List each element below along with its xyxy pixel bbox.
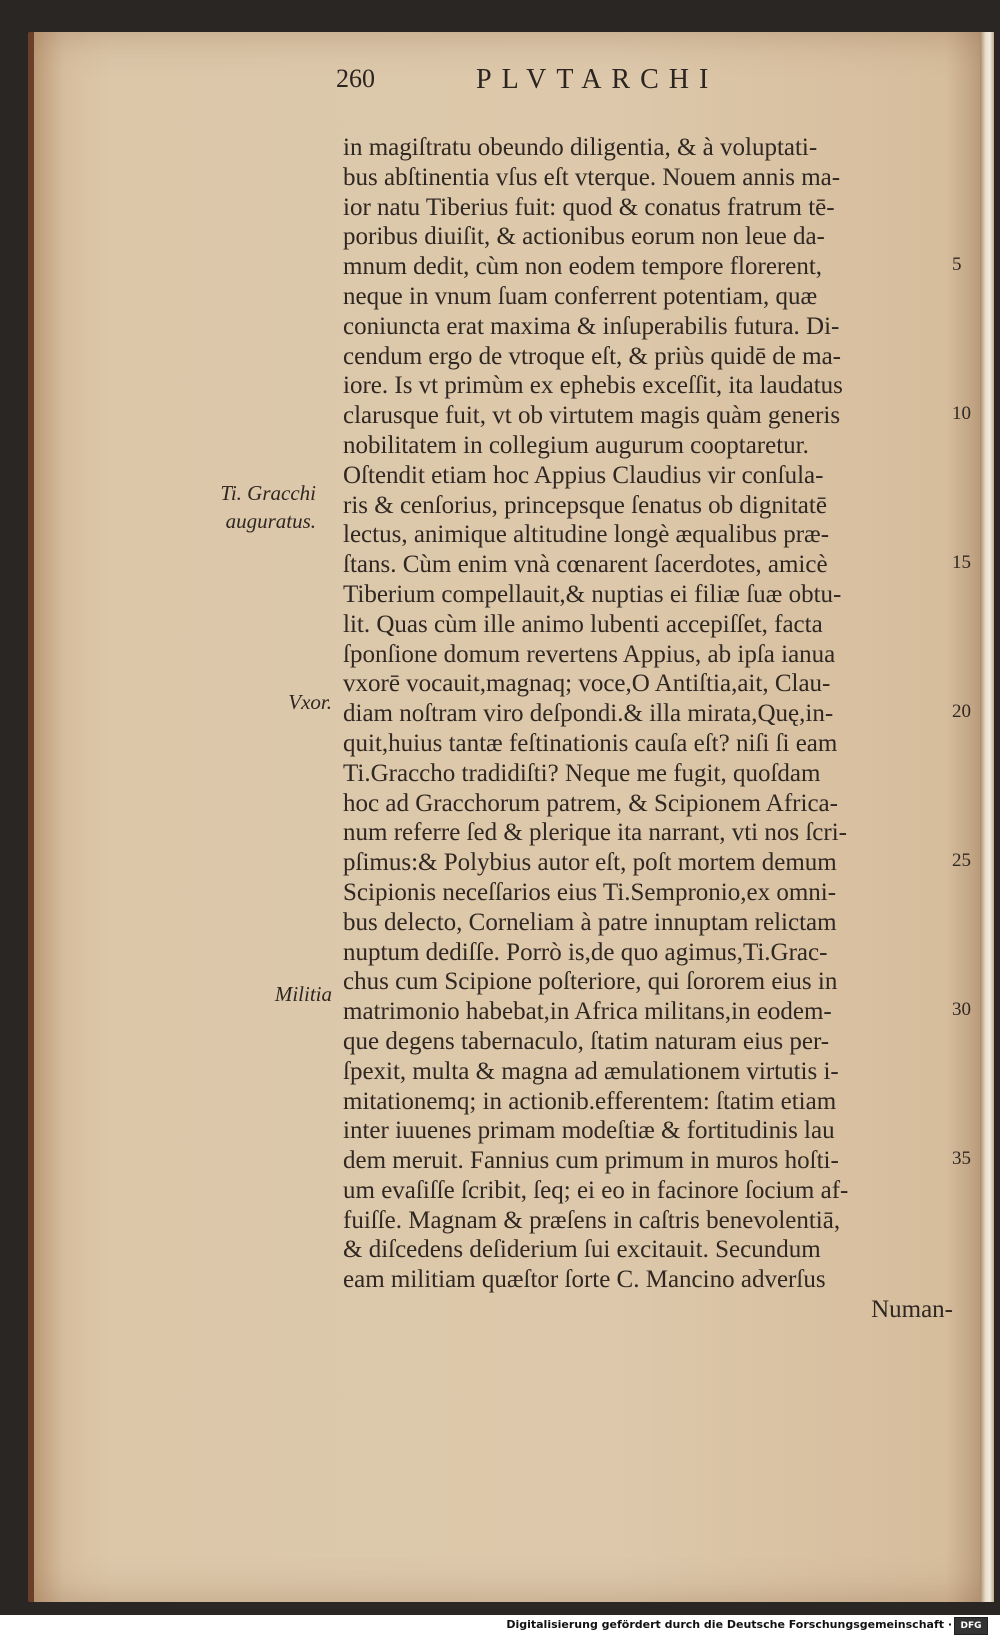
dfg-logo: DFG [954,1617,988,1635]
text-line: lit. Quas cùm ille animo lubenti accepiſſet, facta [343,610,823,638]
line-number: 10 [952,403,971,425]
running-head [302,64,822,100]
text-line: ſponſione domum revertens Appius, ab ipſa ianua [343,640,836,668]
text-line: fuiſſe. Magnam & præſens in caſtris benevolentiā, [343,1206,841,1234]
text-line: & diſcedens deſiderium ſui excitauit. Secundum [343,1236,821,1264]
text-line: clarusque fuit, vt ob virtutem magis quàm generis [343,402,841,430]
text-line: num referre ſed & plerique ita narrant, vti nos ſcri- [343,819,847,847]
text-line: matrimonio habebat,in Africa militans,in eodem- [343,998,832,1026]
text-line: nuptum dediſſe. Porrò is,de quo agimus,Ti.Grac- [343,938,828,966]
footer-credit: Digitalisierung gefördert durch die Deutsche Forschungsgemeinschaft · [506,1618,952,1631]
text-line: Oſtendit etiam hoc Appius Claudius vir conſula- [343,461,824,489]
text-line: ſtans. Cùm enim vnà cœnarent ſacerdotes, amicè [343,551,828,579]
line-number: 15 [952,552,971,574]
text-line: lectus, animique altitudine longè æqualibus præ- [343,521,830,549]
text-line: coniuncta erat maxima & inſuperabilis futura. Di- [343,312,840,340]
text-line: in magiſtratu obeundo diligentia, & à voluptati- [343,134,818,161]
line-number: 20 [952,701,971,723]
text-line: um evaſiſſe ſcribit, ſeq; ei eo in facinore ſocium af- [343,1176,849,1204]
text-line: dem meruit. Fannius cum primum in muros hoſti- [343,1147,839,1175]
text-line: mitationemq; in actionib.efferentem: ſtatim etiam [343,1087,837,1115]
text-line: ſpexit, multa & magna ad æmulationem virtutis i- [343,1057,839,1085]
body-text [343,133,953,1325]
running-title: PLVTARCHI [476,64,719,95]
text-line: iore. Is vt primùm ex ephebis exceſſit, ita laudatus [343,372,843,400]
text-line: mnum dedit, cùm non eodem tempore florerent, [343,253,823,281]
text-line: inter iuuenes primam modeſtiæ & fortitudinis lau [343,1117,835,1145]
footer-bar [0,1615,1000,1637]
margin-note-wife: Vxor. [288,690,332,714]
margin-note-military: Militia [274,982,332,1006]
text-line: ris & cenſorius, princepsque ſenatus ob dignitatē [343,491,827,519]
text-line: Tiberium compellauit,& nuptias ei filiæ ſuæ obtu- [343,580,842,608]
catchword: Numan- [871,1296,953,1324]
line-number: 25 [952,850,971,872]
text-line: cendum ergo de vtroque eſt, & priùs quidē de ma- [343,342,842,370]
text-line: Scipionis neceſſarios eius Ti.Sempronio,ex omni- [343,878,837,906]
text-line: pſimus:& Polybius autor eſt, poſt mortem demum [343,849,837,877]
text-line: diam noſtram viro deſpondi.& illa mirata,Quę,in- [343,700,834,728]
margin-note-augurate: Ti. Gracchi auguratus. [220,481,316,533]
page-number: 260 [336,64,375,93]
text-line: neque in vnum ſuam conferrent potentiam, quæ [343,282,818,310]
text-line: Ti.Graccho tradidiſti? Neque me fugit, quoſdam [343,759,821,787]
text-line: quit,huius tantæ feſtinationis cauſa eſt? niſi ſi eam [343,729,838,757]
text-line: nobilitatem in collegium augurum cooptaretur. [343,431,809,459]
text-line: hoc ad Gracchorum patrem, & Scipionem Africa- [343,789,838,817]
text-line: bus abſtinentia vſus eſt vterque. Nouem annis ma- [343,163,841,191]
line-number: 35 [952,1148,971,1170]
text-line: poribus diuiſit, & actionibus eorum non leue da- [343,223,825,251]
line-number: 30 [952,999,971,1021]
text-line: bus delecto, Corneliam à patre innuptam relictam [343,908,837,936]
text-line: eam militiam quæſtor ſorte C. Mancino adverſus [343,1266,826,1294]
text-line: vxorē vocauit,magnaq; voce,O Antiſtia,ait, Clau- [343,670,831,698]
text-line: ior natu Tiberius fuit: quod & conatus fratrum tē- [343,193,835,221]
text-line: chus cum Scipione poſteriore, qui ſororem eius in [343,968,838,996]
text-line: que degens tabernaculo, ſtatim naturam eius per- [343,1027,830,1055]
line-number: 5 [952,254,962,276]
